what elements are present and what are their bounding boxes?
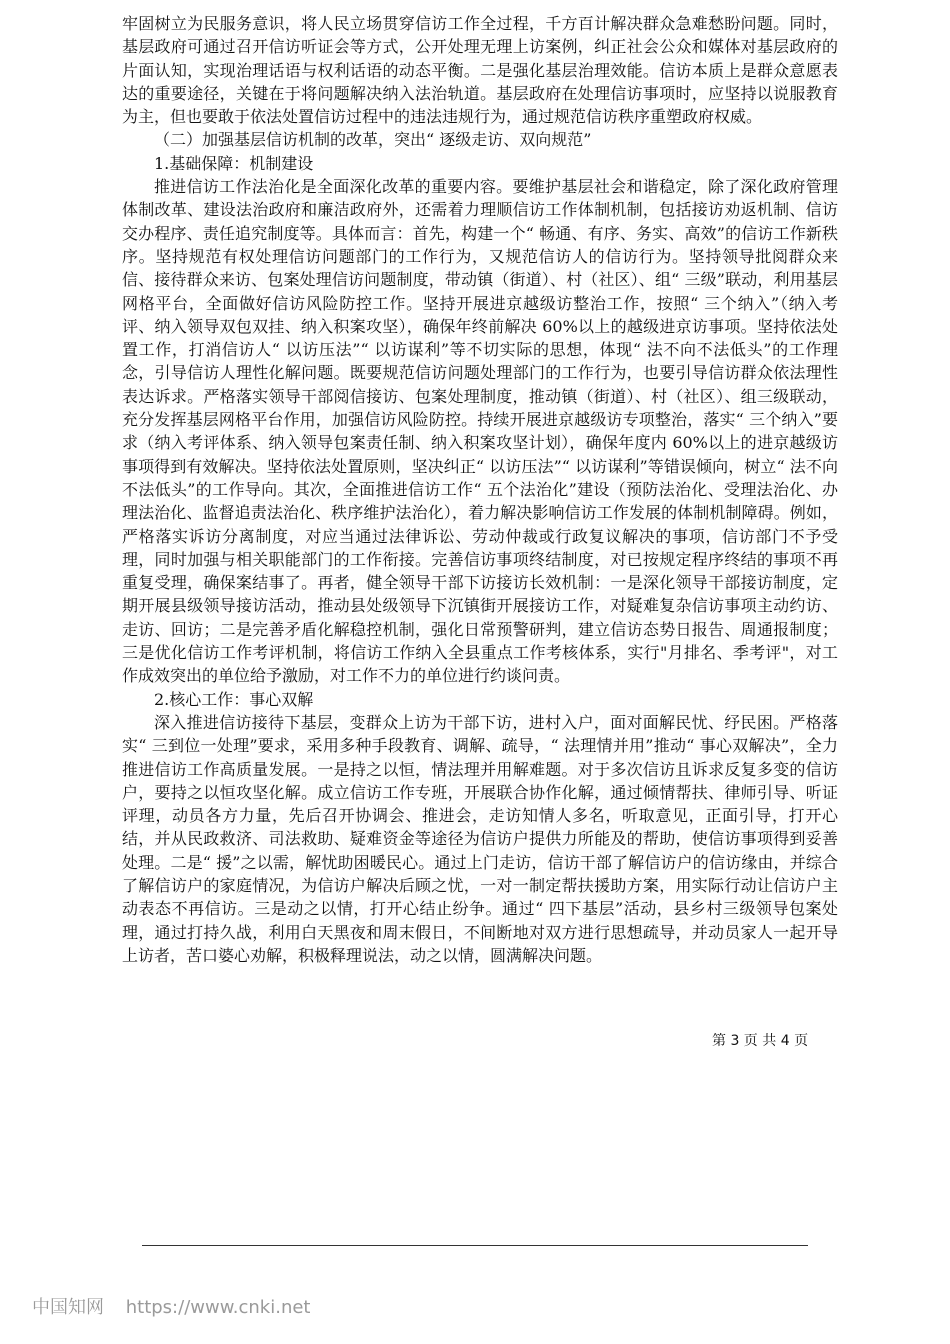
watermark-brand: 中国知网 — [32, 1297, 104, 1318]
subsection-heading-basic-guarantee: 1.基础保障：机制建设 — [154, 153, 314, 173]
section-heading: （二）加强基层信访机制的改革，突出“ 逐级走访、双向规范” — [154, 130, 592, 150]
footer-divider — [142, 1245, 808, 1246]
watermark-url: https://www.cnki.net — [125, 1297, 311, 1318]
subsection-heading-core-work: 2.核心工作：事心双解 — [154, 689, 314, 709]
page-number: 第 3 页 共 4 页 — [712, 1033, 809, 1049]
document-body — [122, 12, 838, 967]
cnki-watermark — [32, 1293, 310, 1319]
paragraph-mechanism-building: 推进信访工作法治化是全面深化改革的重要内容。要维护基层社会和谐稳定，除了深化政府管理体制改革、建设法治政府和廉洁政府外，还需着力理顺信访工作体制机制，包括接访劝返机制、信访交办程序、责任追究制度等。具体而言：首先，构建一个“ 畅通、有序、务实、高效”的信访工作新秩序。坚持规范有权处理信访问题部门的工作行为，又规范信访人的信访行为。坚持领导批阅群众来信、接待群众来访、包案处理信访问题制度，带动镇（街道）、村（社区）、组“ 三级”联动，利用基层网格平台，全面做好信访风险防控工作。坚持开展进京越级访整治工作，按照“ 三个纳入”（纳入考评、纳入领导双包双挂、纳入积案攻坚），确保年终前解决 60%以上的越级进京访事项。坚持依法处置工作，打消信访人“ 以访压法”“ 以访谋利”等不切实际的思想，体现“ 法不向不法低头”的工作理念，引导信访人理性化解问题。既要规范信访问题处理部门的工作行为，也要引导信访群众依法理性表达诉求。严格落实领导干部阅信接访、包案处理制度，推动镇（街道）、村（社区）、组三级联动，充分发挥基层网格平台作用，加强信访风险防控。持续开展进京越级访专项整治，落实“ 三个纳入”要求（纳入考评体系、纳入领导包案责任制、纳入积案攻坚计划），确保年度内 60%以上的进京越级访事项得到有效解决。坚持依法处置原则，坚决纠正“ 以访压法”“ 以访谋利”等错误倾向，树立“ 法不向不法低头”的工作导向。其次，全面推进信访工作“ 五个法治化”建设（预防法治化、受理法治化、办理法治化、监督追责法治化、秩序维护法治化），着力解决影响信访工作发展的体制机制障碍。例如，严格落实诉访分离制度，对应当通过法律诉讼、劳动仲裁或行政复议解决的事项，信访部门不予受理，同时加强与相关职能部门的工作衔接。完善信访事项终结制度，对已按规定程序终结的事项不再重复受理，确保案结事了。再者，健全领导干部下访接访长效机制：一是深化领导干部接访制度，定期开展县级领导接访活动，推动县处级领导下沉镇街开展接访工作，对疑难复杂信访事项主动约访、走访、回访；二是完善矛盾化解稳控机制，强化日常预警研判，建立信访态势日报告、周通报制度；三是优化信访工作考评机制，将信访工作纳入全县重点工作考核体系，实行"月排名、季考评"，对工作成效突出的单位给予激励，对工作不力的单位进行约谈问责。 — [122, 177, 838, 686]
paragraph-dual-resolution: 深入推进信访接待下基层，变群众上访为干部下访，进村入户，面对面解民忧、纾民困。严格落实“ 三到位一处理”要求，采用多种手段教育、调解、疏导，“ 法理情并用”推动“ 事心双解决”，全力推进信访工作高质量发展。一是持之以恒，情法理并用解难题。对于多次信访且诉求反复多变的信访户，要持之以恒攻坚化解。成立信访工作专班，开展联合协作化解，通过倾情帮扶、律师引导、听证评理，动员各方力量，先后召开协调会、推进会，走访知情人多名，听取意见，正面引导，打开心结，并从民政救济、司法救助、疑难资金等途径为信访户提供力所能及的帮助，使信访事项得到妥善处理。二是“ 援”之以需，解忧助困暖民心。通过上门走访，信访干部了解信访户的信访缘由，并综合了解信访户的家庭情况，为信访户解决后顾之忧，一对一制定帮扶援助方案，用实际行动让信访户主动表态不再信访。三是动之以情，打开心结止纷争。通过“ 四下基层”活动，县乡村三级领导包案处理，通过打持久战，利用白天黑夜和周末假日，不间断地对双方进行思想疏导，并动员家人一起开导上访者，苦口婆心劝解，积极释理说法，动之以情，圆满解决问题。 — [122, 712, 838, 965]
paragraph-continuation: 牢固树立为民服务意识，将人民立场贯穿信访工作全过程，千方百计解决群众急难愁盼问题。同时，基层政府可通过召开信访听证会等方式，公开处理无理上访案例，纠正社会公众和媒体对基层政府的片面认知，实现治理话语与权利话语的动态平衡。二是强化基层治理效能。信访本质上是群众意愿表达的重要途径，关键在于将问题解决纳入法治轨道。基层政府在处理信访事项时，应坚持以说服教育为主，但也要敢于依法处置信访过程中的违法违规行为，通过规范信访秩序重塑政府权威。 — [122, 14, 838, 127]
